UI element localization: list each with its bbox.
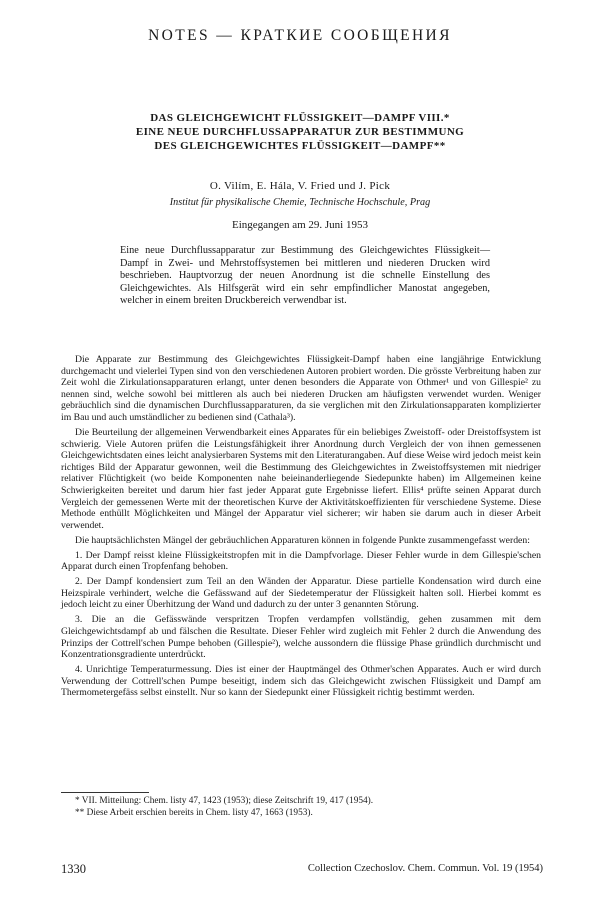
body-paragraph-3: Die hauptsächlichsten Mängel der gebräuchlichen Apparaturen können in folgende Punkte zusammengefasst werden: [75, 534, 530, 546]
footnote-2: ** Diese Arbeit erschien bereits in Chem. listy 47, 1663 (1953). [75, 808, 313, 818]
footnote-divider [61, 792, 149, 793]
body-point-1: 1. Der Dampf reisst kleine Flüssigkeitstropfen mit in die Dampfvorlage. Dieser Fehler wurde in dem Gillespie'schen Apparat durch einen Tropfenfang behoben. [61, 549, 541, 573]
body-point-2: 2. Der Dampf kondensiert zum Teil an den Wänden der Apparatur. Diese partielle Kondensation wird durch eine Heizspirale verhindert, welche die Gefässwand auf der Siedetemperatur der Flüssigkeit halten soll. Hierbei kommt es jedoch leicht zu einer Überhitzung der Wand und dadurch zu der unter 3 genannten Störung. [61, 576, 541, 611]
footnote-1: * VII. Mitteilung: Chem. listy 47, 1423 (1953); diese Zeitschrift 19, 417 (1954). [75, 796, 374, 806]
title-line-1: DAS GLEICHGEWICHT FLÜSSIGKEIT—DAMPF VIII.* [150, 112, 450, 124]
section-header: NOTES — КРАТКИЕ СООБЩЕНИЯ [148, 27, 452, 44]
journal-citation: Collection Czechoslov. Chem. Commun. Vol. 19 (1954) [307, 863, 543, 874]
body-paragraph-1: Die Apparate zur Bestimmung des Gleichgewichtes Flüssigkeit-Dampf haben eine langjährige Entwicklung durchgemacht und vielerlei Typen sind von den verschiedenen Autoren probiert worden. Die grösste Verbreitung haben zur Zeit wohl die Zirkulationsapparaturen erlangt, unter denen besonders die Apparate von Othmer¹ und von Gillespie² zu nennen sind, welche sowohl bei mittleren als auch bei niederen Drucken am häufigsten verwendet wurden. Weniger gebräuchlich sind die dynamischen Durchflussapparaturen, da sie verglichen mit den Zirkulationsapparaten komplizierter im Bau und auch umständlicher zu bedienen sind (Cathala³). [61, 354, 541, 423]
body-point-3: 3. Die an die Gefässwände verspritzen Tropfen verdampfen vollständig, gehen zusammen mit dem Gleichgewichtsdampf ab und fälschen die Resultate. Dieser Fehler wird zugleich mit Fehler 2 durch die Anwendung des Prinzips der Cottrell'schen Pumpe behoben (Gillespie²), welche aussondern die flüssige Phase gründlich durchmischt und Konzentrationsgradiente unterdrückt. [61, 614, 541, 661]
title-line-3: DES GLEICHGEWICHTES FLÜSSIGKEIT—DAMPF** [154, 140, 446, 152]
body-paragraph-2: Die Beurteilung der allgemeinen Verwendbarkeit eines Apparates für ein beliebiges Zweistoff- oder Dreistoffsystem ist schwierig. Viele Autoren prüfen die Leistungsfähigkeit ihrer Anordnung durch Vergleich der von ihnen gemessenen Gleichgewichtsdaten eines leicht analysierbaren Systems mit den Literaturangaben. Auf diese Weise wird jedoch meist kein richtiges Bild der Apparatur gewonnen, weil die Bestimmung des Gleichgewichtes in Zweistoffsystemen mit niedriger relativer Flüchtigkeit (wo beide Komponenten nahe beieinanderliegende Siedepunkte haben) im Allgemeinen keine Schwierigkeiten bereitet und darum hier fast jeder Apparat gute Ergebnisse liefert. Ellis⁴ prüfte seinen Apparat durch Vergleich der gemessenen Werte mit der theoretischen Kurve der Aktivitätskoeffizienten für verschiedene Systeme. Diese Methode enthüllt Möglichkeiten und Mängel der Apparatur viel sicherer; wir haben sie darum auch in dieser Arbeit verwendet. [61, 426, 541, 531]
page-footer [61, 862, 543, 878]
body-point-4: 4. Unrichtige Temperaturmessung. Dies ist einer der Hauptmängel des Othmer'schen Apparates. Auch er wird durch Verwendung der Cottrell'schen Pumpe beseitigt, indem sich das Gleichgewicht zwischen Flüssigkeit und Dampf am Thermometergefäss selbst einstellt. Nur so kann der Siedepunkt einer Flüssigkeit richtig bestimmt werden. [61, 664, 541, 699]
abstract: Eine neue Durchflussapparatur zur Bestimmung des Gleichgewichtes Flüssigkeit— Dampf in Zwei- und Mehrstoffsystemen bei mittleren und niederen Drucken wird beschrieben. Hauptvorzug der neuen Anordnung ist die schnelle Einstellung des Gleichgewichtes. Als Hilfsgerät wird ein sehr empfindlicher Manostat angegeben, welcher in einem breiten Druckbereich verwendbar ist. [120, 245, 490, 306]
article-title [0, 111, 600, 153]
institute: Institut für physikalische Chemie, Technische Hochschule, Prag [169, 197, 431, 208]
body-text [61, 354, 541, 702]
footnotes [75, 795, 535, 819]
received-date: Eingegangen am 29. Juni 1953 [232, 219, 368, 231]
authors: O. Vilím, E. Hála, V. Fried und J. Pick [209, 180, 391, 192]
page-number: 1330 [61, 862, 86, 876]
title-line-2: EINE NEUE DURCHFLUSSAPPARATUR ZUR BESTIMMUNG [135, 126, 465, 138]
